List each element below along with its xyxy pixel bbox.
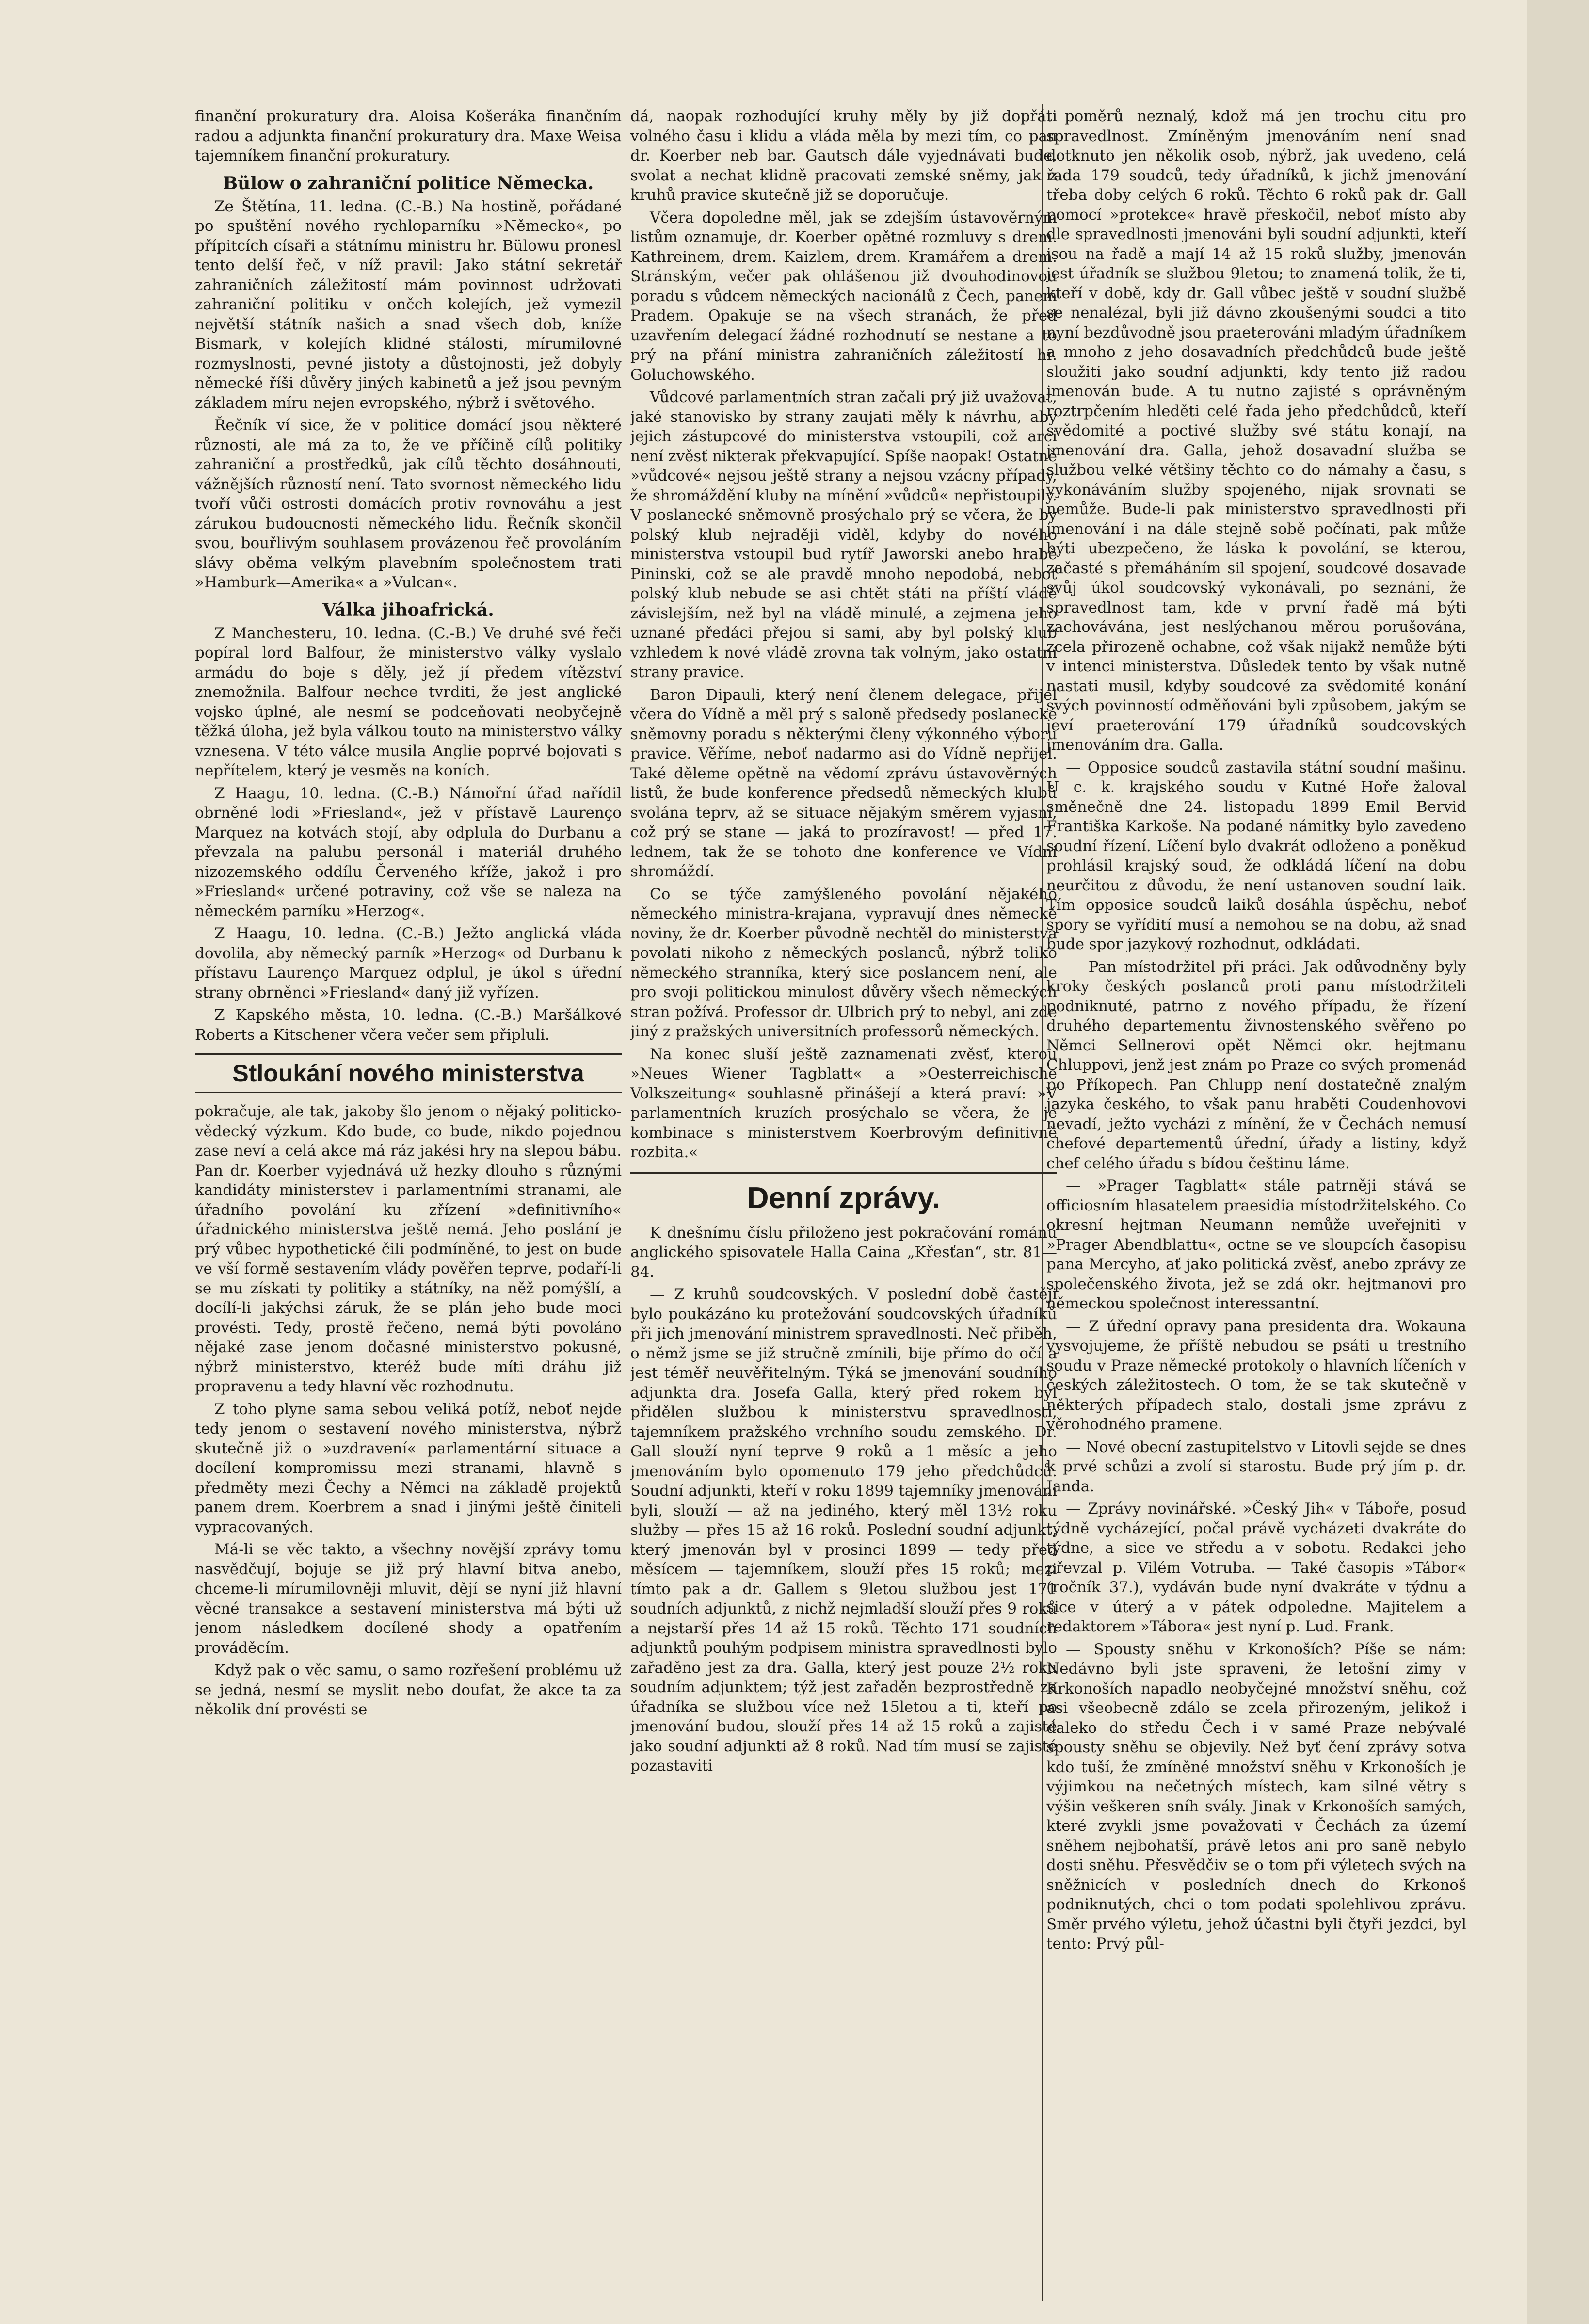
article-text: — Opposice soudců zastavila státní soudní mašinu. U c. k. krajského soudu v Kutné Hoře žaloval směnečně dne 24. listopadu 1899 Emil Bervid Františka Karkoše. Na podané námitky bylo zavedeno soudní řízení. Líčení bylo dvakrát odloženo a poněkud prohlásil krajský soud, že odkládá líčení na dobu neurčitou z důvodu, že není ustanoven soudní laik. Tím opposice soudců laiků dosáhla úspěchu, neboť spory se vyřídití musí a nemohou se na dobu, až snad bude spor jazykový rozhodnut, odkládati.: [1046, 759, 1466, 953]
section-heading: Denní zprávy.: [630, 1172, 1057, 1216]
column-1: [195, 107, 622, 2299]
article-text: — Spousty sněhu v Krkonoších? Píše se nám: Nedávno byli jste spraveni, že letošní zimy v Krkonoších napadlo neobyčejné množství sněhu, což asi všeobecně zdálo se zcela přirozeným, jelikož i daleko do středu Čech i v samé Praze nebývalé spousty sněhu se objevily. Než byť čení zprávy sotva kdo tuší, že zmíněné množství sněhu v Krkonoších je výjimkou na nečetných místech, kam silné větry s výšin veškeren sníh svály. Jinak v Krkonoších samých, které zvykli jsme považovati v Čechách za území sněhem nejbohatší, právě letos ani pro saně nebylo dosti sněhu. Přesvědčiv se o tom při výletech svých na sněžnicích v posledních dnech do Krkonoš podniknutých, chci o tom podati spolehlivou zprávu. Směr prvého výletu, jehož účastni byli čtyři jezdci, byl tento: Prvý půl-: [1046, 1640, 1466, 1953]
column-3: [1046, 107, 1466, 2299]
article-text: Z Manchesteru, 10. ledna. (C.-B.) Ve druhé své řeči popíral lord Balfour, že ministerstvo války vyslalo armádu do boje s děly, jež jí předem vítězství znemožnila. Balfour nechce tvrditi, že jest anglické vojsko úplné, ale nesmí se podceňovati neobyčejně těžká úloha, jež byla válkou touto na ministerstvo války vznesena. V této válce musila Anglie poprvé bojovati s nepřítelem, který je vesměs na koních.: [195, 624, 622, 779]
article-text: — Nové obecní zastupitelstvo v Litovli sejde se dnes k prvé schůzi a zvolí si starostu. Bude prý jím p. dr. Janda.: [1046, 1438, 1466, 1495]
article-text: Z Haagu, 10. ledna. (C.-B.) Ježto anglická vláda dovolila, aby německý parník »Herzog« od Durbanu k přístavu Laurenço Marquez odplul, je úkol s úřední strany obrněnci »Friesland« daný již vyřízen.: [195, 925, 622, 1001]
article-text: Baron Dipauli, který není členem delegace, přijel včera do Vídně a měl prý s saloně předsedy poslanecké sněmovny poradu s některými členy výkonného výboru pravice. Věříme, neboť nadarmo asi do Vídně nepřijel. Také děleme opětně na vědomí zprávu ústavověrných listů, že bude konference předsedů německých klubů svolána teprv, až se situace nějakým směrem vyjasní, což prý se stane — jaká to prozíravost! — před 17. lednem, tak že se tohoto dne konference ve Vídni shromáždí.: [630, 686, 1057, 880]
article-text: Včera dopoledne měl, jak se zdejším ústavověrným listům oznamuje, dr. Koerber opětné rozmluvy s drem. Kathreinem, drem. Kaizlem, drem. Kramářem a drem. Stránským, večer pak ohlášenou již dvouhodinovou poradu s vůdcem německých nacionálů z Čech, panem Pradem. Opakuje se na všech stranách, že před uzavřením delegací žádné rozhodnutí se nestane a to prý na přání ministra zahraničních záležitostí hr. Goluchowského.: [630, 209, 1057, 384]
article-text: — Pan místodržitel při práci. Jak odůvodněny byly kroky českých poslanců proti panu místodržiteli podniknuté, patrno z nového případu, že řízení druhého departementu živnostenského svěřeno po Němci Sellnerovi opět Němci okr. hejtmanu Chluppovi, jenž jest znám po Praze co svých promenád po Příkopech. Pan Chlupp není dostatečně znalým jazyka českého, to však panu hraběti Coudenhovovi nevadí, ježto vycházi z mínění, že v Čechách nemusí chefové departementů úřední, úřady a listiny, když chef celého úřadu s bídou češtinu láme.: [1046, 958, 1466, 1172]
article-text: finanční prokuratury dra. Aloisa Košeráka finančním radou a adjunkta finanční prokuratury dra. Maxe Weisa tajemníkem finanční prokuratury.: [195, 108, 622, 164]
article-text: i poměrů neznalý, kdož má jen trochu citu pro spravedlnost. Zmíněným jmenováním není snad dotknuto jen několik osob, nýbrž, jak uvedeno, celá řada 179 soudců, tedy úřadníků, k jichž jmenování třeba doby celých 6 roků. Těchto 6 roků pak dr. Gall pomocí »protekce« hravě přeskočil, neboť místo aby dle spravedlnosti jmenováni byli soudní adjunkti, kteří jsou na řadě a mají 14 až 15 roků služby, jmenován jest úřadník se službou 9letou; to znamená tolik, že ti, kteří v době, kdy dr. Gall vůbec ještě v soudní službě se nenalézal, byli již dávno zkoušenými soudci a tito nyní bezdůvodně jsou praeterováni mladým úřadníkem a mnoho z jeho dosavadních předchůdců bude ještě sloužiti jako soudní adjunkti, kdy tento již radou jmenován bude. A tu nutno zajisté s oprávněným roztrpčením hleděti celé řada jeho předchůdců, kteří svědomité a poctivé služby své státu konají, na jmenování dra. Galla, jehož dosavadní služba se službou velké většiny těchto co do námahy a času, s vykonáváním služby spojeného, nijak srovnati se nemůže. Bude-li pak ministerstvo spravedlnosti při jmenování i na dále stejně sobě počínati, pak může býti ubezpečeno, že láska k povolání, se kterou, začasté s přemáháním sil spojení, soudcové dosavade svůj úkol soudcovský vykonávali, po seznání, že spravedlnost tam, kde v první řadě má býti zachovávána, jest neslýchanou měrou porušována, zcela přirozeně ochabne, což však nijakž nemůže býti v intenci ministerstva. Důsledek tento by však nutně nastati musil, kdyby soudcové za svědomité konání svých povinností odměňováni byli způsobem, jakým se jeví praeterování 179 úřadníků soudcovských jmenováním dra. Galla.: [1046, 108, 1466, 754]
article-text: — Z úřední opravy pana presidenta dra. Wokauna vysvojujeme, že příště nebudou se psáti u trestního soudu v Praze německé protokoly o hlavních líčeních v českých záležitostech. O tom, že se tak skutečně v některých případech stalo, dostali jsme zprávu z věrohodného pramene.: [1046, 1317, 1466, 1433]
article-text: dá, naopak rozhodující kruhy měly by již dopřáti volného času i klidu a vláda měla by mezi tím, co pan dr. Koerber neb bar. Gautsch dále vyjednávati bude, svolat a nechat klidně pracovati zemské sněmy, jak z kruhů pravice skutečně již se doporučuje.: [630, 108, 1057, 204]
article-text: Na konec sluší ještě zaznamenati zvěsť, kterou »Neues Wiener Tagblatt« a »Oesterreichische Volkszeitung« souhlasně přinášejí a která praví: »V parlamentních kruzích prosýchalo se včera, že je kombinace s ministerstvem Koerbrovým definitivně rozbita.«: [630, 1045, 1057, 1161]
article-text: Z Kapského města, 10. ledna. (C.-B.) Maršálkové Roberts a Kitschener včera večer sem připluli.: [195, 1006, 622, 1044]
article-text: Když pak o věc samu, o samo rozřešení problému už se jedná, nesmí se myslit nebo doufat, že akce ta za několik dní provésti se: [195, 1662, 622, 1718]
article-text: Řečník ví sice, že v politice domácí jsou některé různosti, ale má za to, že ve příčině cílů politiky zahraniční a prostředků, jak cílů těchto dosáhnouti, vážnějších růzností není. Tato svornost německého lidu tvoří vůči ostrosti domácích protiv rovnováhu a jest zárukou budoucnosti německého lidu. Řečník skončil svou, bouřlivým souhlasem provázenou řeč provoláním slávy oběma velkým plavebním společnostem trati »Hamburk—Amerika« a »Vulcan«.: [195, 417, 622, 591]
article-text: Má-li se věc takto, a všechny novější zprávy tomu nasvědčují, bojuje se již prý hlavní bitva anebo, chceme-li mírumilovněji mluvit, dějí se nyní již hlavní věcné transakce a sestavení ministerstva má býti už jenom následkem docílené shody a opatřením prováděcím.: [195, 1541, 622, 1657]
article-heading: Válka jihoafrická.: [322, 599, 494, 620]
article-text: pokračuje, ale tak, jakoby šlo jenom o nějaký politicko-vědecký výzkum. Kdo bude, co bude, nikdo pojednou zase neví a celá akce má ráz jakési hry na slepou bábu. Pan dr. Koerber vyjednává už hezky dlouho s různými kandidáty ministerstev i parlamentními stranami, ale úřadního povolání ku zřízení »definitivního« úřadnického ministerstva ještě nemá. Jeho poslání je prý vůbec hypothetické čili podmíněné, to jest on bude ve vší formě sestavením vlády pověřen teprve, podaří-li se mu získati ty politiky a státníky, na něž pomýšlí, a docílí-li jakýchsi záruk, že se plán jeho bude moci provésti. Tedy, prostě řečeno, nemá býti povoláno nějaké zase jenom dočasné ministerstvo pokusné, nýbrž ministerstvo, kteréž bude míti dráhu již propravenu a tedy hlavní věc rozhodnutu.: [195, 1103, 622, 1395]
article-text: K dnešnímu číslu přiloženo jest pokračování románu anglického spisovatele Halla Caina „Křesťan“, str. 81—84.: [630, 1224, 1057, 1281]
article-text: Z Haagu, 10. ledna. (C.-B.) Námořní úřad nařídil obrněné lodi »Friesland«, jež v přístavě Laurenço Marquez na kotvách stojí, aby odplula do Durbanu a převzala na palubu personál i materiál druhého nizozemského oddílu Červeného kříže, jakož i pro »Friesland« určené potraviny, což vše se naleza na německém parníku »Herzog«.: [195, 784, 622, 920]
column-2: [630, 107, 1057, 2299]
article-text: Vůdcové parlamentních stran začali prý již uvažovat, jaké stanovisko by strany zaujati měly k návrhu, aby jejich zástupcové do ministerstva vstoupili, což arci není zvěsť nikterak překvapující. Spíše naopak! Ostatně »vůdcové« nejsou ještě strany a nejsou vzácny případy, že shromáždění kluby na mínění »vůdců« nepřistoupily. V poslanecké sněmovně prosýchalo prý se včera, že by polský klub nejraději viděl, kdyby do nového ministerstva vstoupil bud rytíř Jaworski anebo hrabě Pininski, což se ale pravdě mnoho nepodobá, neboť polský klub nebude se asi chtět státi na příští vládě závislejším, než byl na vládě minulé, a zejmena jeho uznané předáci přejou si sami, aby byl polský klub vzhledem k nové vládě zrovna tak volným, jako ostatní strany pravice.: [630, 388, 1057, 681]
article-text: Z toho plyne sama sebou veliká potíž, neboť nejde tedy jenom o sestavení nového ministerstva, nýbrž skutečně již o »uzdravení« parlamentární situace a docílení kompromissu mezi stranami, hlavně s předměty mezi Čechy a Němci na základě projektů panem drem. Koerbrem a snad i jinými ještě činiteli vypracovaných.: [195, 1400, 622, 1536]
article-text: Co se týče zamýšleného povolání nějakého německého ministra-krajana, vypravují dnes německé noviny, že dr. Koerber původně nechtěl do ministerstva povolati nikoho z německých poslanců, nýbrž toliko německého stranníka, který sice poslancem není, ale pro svoji politickou minulost důvěry všech německých stran požívá. Professor dr. Ulbrich prý to nebyl, ani zde jiný z pražských universitních professorů německých.: [630, 885, 1057, 1040]
article-heading: Stloukání nového ministerstva: [195, 1053, 622, 1093]
article-text: — Z kruhů soudcovských. V poslední době častěji bylo poukázáno ku protežování soudcovských úřadníků při jich jmenování ministrem spravedlnosti. Neč přiběh, o němž jsme se již stručně zmínili, bije přímo do očí a jest téměř neuvěřitelným. Týká se jmenování soudního adjunkta dra. Josefa Galla, který před rokem byl přidělen službou k ministerstvu spravedlnosti, tajemníkem pražského vrchního soudu zemského. Dr. Gall slouží nyní teprve 9 roků a 1 měsíc a jeho jmenováním bylo opomenuto 179 jeho předchůdců. Soudní adjunkti, kteří v roku 1899 tajemníky jmenováni byli, slouží — až na jediného, který měl 13½ roku služby — přes 15 až 16 roků. Poslední soudní adjunkt, který jmenován byl v prosinci 1899 — tedy před měsícem — tajemníkem, slouží přes 15 roků; mezi tímto pak a dr. Gallem s 9letou službou jest 171 soudních adjunktů, z nichž nejmladší slouží přes 9 roků a nejstarší přes 14 až 15 roků. Těchto 171 soudních adjunktů pouhým podpisem ministra spravedlnosti bylo zařaděno jest za dra. Galla, který jest pouze 2½ roku soudním adjunktem; týž jest zařaděn bezprostředně za úřadníka se službou více než 15letou a ti, kteří po jmenování budou, slouží přes 14 až 15 roků a zajisté jako soudní adjunkti až 8 roků. Nad tím musí se zajisté pozastaviti: [630, 1286, 1057, 1775]
article-text: — Zprávy novinářské. »Český Jih« v Táboře, posud týdně vycházející, počal právě vycházeti dvakráte do týdne, a sice ve středu a v sobotu. Redakci jeho převzal p. Vilém Votruba. — Také časopis »Tábor« (ročník 37.), vydáván bude nyní dvakráte v týdnu a sice v úterý a v pátek odpoledne. Majitelem a redaktorem »Tábora« jest nyní p. Lud. Frank.: [1046, 1500, 1466, 1635]
article-text: Ze Štětína, 11. ledna. (C.-B.) Na hostině, pořádané po spuštění nového rychloparníku »Německo«, po přípitcích císaři a státnímu ministru hr. Bülowu pronesl tento delší řeč, v níž pravil: Jako státní sekretář zahraničních záležitostí mám povinnost udržovati zahraniční politiku v ončch kolejích, jež vymezil největší státník našich a snad všech dob, kníže Bismark, v kolejích klidné stálosti, mírumilovné rozmyslnosti, pevné jistoty a důstojnosti, jež dobyly německé říši důvěry jiných kabinetů a jež jsou pevným základem míru nejen evropského, nýbrž i světového.: [195, 197, 622, 412]
article-heading: Bülow o zahraniční politice Německa.: [223, 173, 594, 194]
page-margin: [1527, 0, 1589, 2324]
article-text: — »Prager Tagblatt« stále patrněji stává se officiosním hlasatelem praesidia místodržitelského. Co okresní hejtman Neumann nemůže uveřejniti v »Prager Abendblattu«, octne se ve sloupcích časopisu pana Mercyho, ať jako politická zvěsť, anebo zprávy ze společenského života, jež se zdá okr. hejtmanovi pro německou společnost interessantní.: [1046, 1177, 1466, 1312]
